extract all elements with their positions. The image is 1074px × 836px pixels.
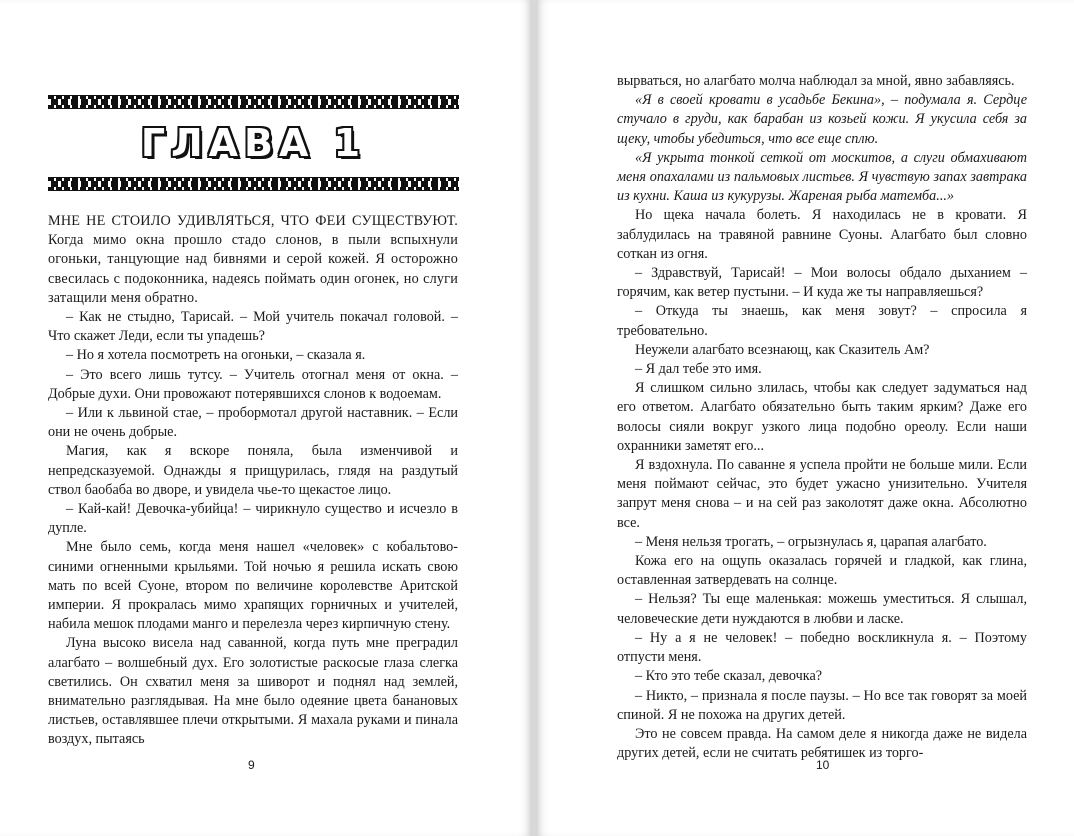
paragraph: Магия, как я вскоре поняла, была изменчивой и непредсказуемой. Однажды я прищурилась, глядя на раздутый ствол баобаба во дворе, и увидела чье-то щекастое лицо. <box>48 443 458 498</box>
paragraph: – Здравствуй, Тарисай! – Мои волосы обдало дыханием – горячим, как ветер пустыни. – И куда же ты направляешься? <box>617 265 1027 301</box>
paragraph: Это не совсем правда. На самом деле я никогда даже не видела других детей, если не считать ребятишек из торго- <box>617 725 1027 762</box>
paragraph: – Как не стыдно, Тарисай. – Мой учитель покачал головой. – Что скажет Леди, если ты упадешь? <box>48 309 458 345</box>
paragraph: МНЕ НЕ СТОИЛО УДИВЛЯТЬСЯ, ЧТО ФЕИ СУЩЕСТВУЮТ. Когда мимо окна прошло стадо слонов, в пыли вспыхнули огоньки, танцующие над бивнями и серой кожей. Я осторожно свесилась с подоконника, надеясь поймать один огонек, но слуги затащили меня обратно. <box>48 213 458 306</box>
paragraph: – Но я хотела посмотреть на огоньки, – сказала я. <box>66 347 366 364</box>
paragraph: – Кто это тебе сказал, девочка? <box>635 668 823 685</box>
paragraph: – Меня нельзя трогать, – огрызнулась я, царапая алагбато. <box>635 533 987 550</box>
chapter-title <box>48 119 459 167</box>
paragraph: – Я дал тебе это имя. <box>635 361 762 378</box>
paragraph: Я вздохнула. По саванне я успела пройти не больше мили. Если меня поймают сейчас, это будет ужасно унизительно. Учителя запрут меня снова – и на сей раз заколотят даже окна. Абсолютно все. <box>617 457 1027 531</box>
paragraph: – Кай-кай! Девочка-убийца! – чирикнуло существо и исчезло в дупле. <box>48 501 458 537</box>
paragraph: – Откуда ты знаешь, как меня зовут? – спросила я требовательно. <box>617 303 1027 339</box>
paragraph: – Или к львиной стае, – пробормотал другой наставник. – Если они не очень добрые. <box>48 405 458 441</box>
paragraph: Неужели алагбато всезнающ, как Сказитель Ам? <box>635 341 930 358</box>
book-gutter <box>530 0 538 836</box>
paragraph: Но щека начала болеть. Я находилась не в кровати. Я заблудилась на травяной равнине Суоны. Алагбато был словно соткан из огня. <box>617 207 1027 262</box>
paragraph: Мне было семь, когда меня нашел «человек» с кобальтово-синими огненными крыльями. Той ночью я решила искать свою мать по всей Суоне, втором по величине королевстве Аритской империи. Я прокралась мимо храпящих горничных и учителей, набила мешок плодами манго и перелезла через кирпичную стену. <box>48 539 458 633</box>
paragraph: Я слишком сильно злилась, чтобы как следует задуматься над его ответом. Алагбато обязательно быть таким ярким? Даже его волосы сияли вокруг узкого лица подобно ореолу. Если наши охранники заметят его... <box>617 380 1027 454</box>
paragraph: – Ну а я не человек! – победно воскликнула я. – Поэтому отпусти меня. <box>617 629 1027 666</box>
ornament-border-bottom <box>48 177 459 191</box>
paragraph: – Нельзя? Ты еще маленькая: можешь уместиться. Я слышал, человеческие дети нуждаются в любви и ласке. <box>617 591 1027 627</box>
right-page-text <box>617 72 1027 763</box>
paragraph: «Я в своей кровати в усадьбе Бекина», – подумала я. Сердце стучало в груди, как барабан из козьей кожи. Я укусила себя за щеку, чтобы убедиться, что все еще сплю. <box>617 92 1027 147</box>
paragraph: Кожа его на ощупь оказалась горячей и гладкой, как глина, оставленная затвердевать на солнце. <box>617 553 1027 589</box>
left-page-text <box>48 212 458 750</box>
ornament-border-top <box>48 95 459 109</box>
page-number: 9 <box>248 758 255 772</box>
paragraph: «Я укрыта тонкой сеткой от москитов, а слуги обмахивают меня опахалами из пальмовых листьев. Я чувствую запах завтрака из кухни. Каша из кукурузы. Жареная рыба матемба...» <box>617 149 1027 205</box>
page-number: 10 <box>816 758 830 772</box>
chapter-header <box>48 95 459 191</box>
paragraph: Луна высоко висела над саванной, когда путь мне преградил алагбато – волшебный дух. Его золотистые раскосые глаза слегка светились. Он схватил меня за шиворот и поднял над землей, внимательно разглядывая. На мне было одеяние цвета банановых листьев, оставлявшее плечи открытыми. Я махала руками и пинала воздух, пытаясь <box>48 635 458 748</box>
right-page <box>538 0 1074 836</box>
paragraph: вырваться, но алагбато молча наблюдал за мной, явно забавляясь. <box>617 73 1015 89</box>
paragraph: – Никто, – признала я после паузы. – Но все так говорят за моей спиной. Я не похожа на других детей. <box>617 687 1027 723</box>
paragraph: – Это всего лишь тутсу. – Учитель отогнал меня от окна. – Добрые духи. Они провожают потерявшихся слонов к водоемам. <box>48 366 458 402</box>
left-page <box>0 0 530 836</box>
chapter-title-text: ГЛАВА 1 <box>140 121 367 165</box>
